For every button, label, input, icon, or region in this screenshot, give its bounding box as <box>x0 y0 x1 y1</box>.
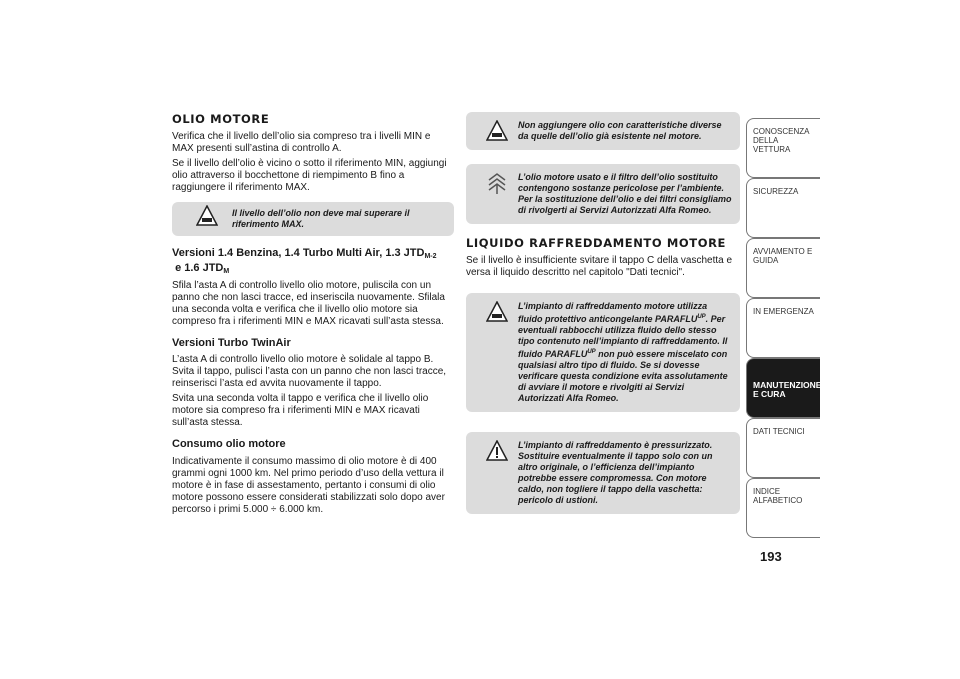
left-column <box>172 112 454 519</box>
note-text: L’impianto di raffreddamento è pressurizzato. Sostituire eventualmente il tappo solo con un altro originale, o l’efficienza dell’impianto potrebbe essere compromessa. Con motore caldo, non togliere il tappo della vaschetta: pericolo di ustioni. <box>518 440 713 505</box>
section-heading-engine-oil: OLIO MOTORE <box>172 112 270 126</box>
tab-avviamento[interactable]: AVVIAMENTO E GUIDA <box>746 238 820 298</box>
paragraph: Sfila l’asta A di controllo livello olio motore, puliscila con un panno che non lasci tracce, ed inseriscila nuovamente. Sfilala una seconda volta e verifica che il livello olio motore sia compreso fra i riferimenti MIN e MAX ricavati sull’asta stessa. <box>172 280 445 328</box>
tab-manutenzione[interactable]: MANUTENZIONE E CURA <box>746 358 820 418</box>
paragraph: Se il livello è insufficiente svitare il tappo C della vaschetta e versa il liquido descritto nel capitolo "Dati tecnici". <box>466 255 733 278</box>
environment-tree-icon <box>486 172 508 194</box>
note-box <box>466 164 740 224</box>
paragraph: Indicativamente il consumo massimo di olio motore è di 400 grammi ogni 1000 km. Nel primo periodo d’uso della vettura il motore è in fase di assestamento, pertanto i consumi di olio motore possono essere considerati stabilizzati solo dopo aver percorso i primi 5.000 ÷ 6.000 km. <box>172 455 445 515</box>
subheading-oil-consumption: Consumo olio motore <box>172 438 286 451</box>
note-text: L’impianto di raffreddamento motore utilizza fluido protettivo anticongelante $PARAFLU^{UP}$. Per eventuali rabbocchi utilizza fluido dello stesso tipo contenuto nell’impianto di raffreddamento. Il fluido $PARAFLU^{UP}$ non può essere miscelato con qualsiasi altro tipo di fluido. Se si dovesse verificare questa condizione evita assolutamente di avviare il motore e rivolgiti ai Servizi Autorizzati Alfa Romeo. <box>518 301 728 403</box>
engine-oil-warning-icon <box>196 205 218 227</box>
tab-sicurezza[interactable]: SICUREZZA <box>746 178 820 238</box>
paragraph: L’asta A di controllo livello olio motore è solidale al tappo B. Svita il tappo, pulisci l’asta con un panno che non lasci tracce, reinserisci l’asta ed avvita nuovamente il tappo. <box>172 354 447 390</box>
engine-oil-warning-icon <box>486 120 508 142</box>
tab-dati-tecnici[interactable]: DATI TECNICI <box>746 418 820 478</box>
subheading-versions-benzina: Versioni 1.4 Benzina, 1.4 Turbo Multi Air, 1.3 $JTD_{M-2}$ e 1.6 $JTD_M$ <box>172 247 437 276</box>
note-text: L’olio motore usato e il filtro dell’olio sostituito contengono sostanze pericolose per l’ambiente. Per la sostituzione dell’olio e dei filtri consigliamo di rivolgerti ai Servizi Autorizzati Alfa Romeo. <box>518 172 732 215</box>
paragraph: Se il livello dell’olio è vicino o sotto il riferimento MIN, aggiungi olio attraverso il bocchettone di riempimento B fino a raggiungere il riferimento MAX. <box>172 158 447 193</box>
chapter-tabs <box>746 118 820 538</box>
tab-conoscenza[interactable]: CONOSCENZA DELLA VETTURA <box>746 118 820 178</box>
subheading-twinair: Versioni Turbo TwinAir <box>172 337 291 350</box>
tab-indice[interactable]: INDICE ALFABETICO <box>746 478 820 538</box>
note-text: Non aggiungere olio con caratteristiche diverse da quelle dell’olio già esistente nel motore. <box>518 120 722 141</box>
paragraph: Svita una seconda volta il tappo e verifica che il livello olio motore sia compreso fra i riferimenti MIN e MAX ricavati sull’asta stessa. <box>172 393 429 429</box>
note-box <box>466 293 740 412</box>
tab-emergenza[interactable]: IN EMERGENZA <box>746 298 820 358</box>
note-box <box>466 112 740 150</box>
paragraph: Verifica che il livello dell’olio sia compreso tra i livelli MIN e MAX presenti sull’astina di controllo A. <box>172 131 431 154</box>
section-heading-coolant: LIQUIDO RAFFREDDAMENTO MOTORE <box>466 236 726 250</box>
note-text: Il livello dell’olio non deve mai superare il riferimento MAX. <box>232 208 410 229</box>
note-box <box>466 432 740 514</box>
warning-icon <box>486 440 508 462</box>
engine-oil-warning-icon <box>486 301 508 323</box>
page-number: 193 <box>760 549 782 564</box>
note-box <box>172 202 454 236</box>
right-column <box>466 112 740 524</box>
